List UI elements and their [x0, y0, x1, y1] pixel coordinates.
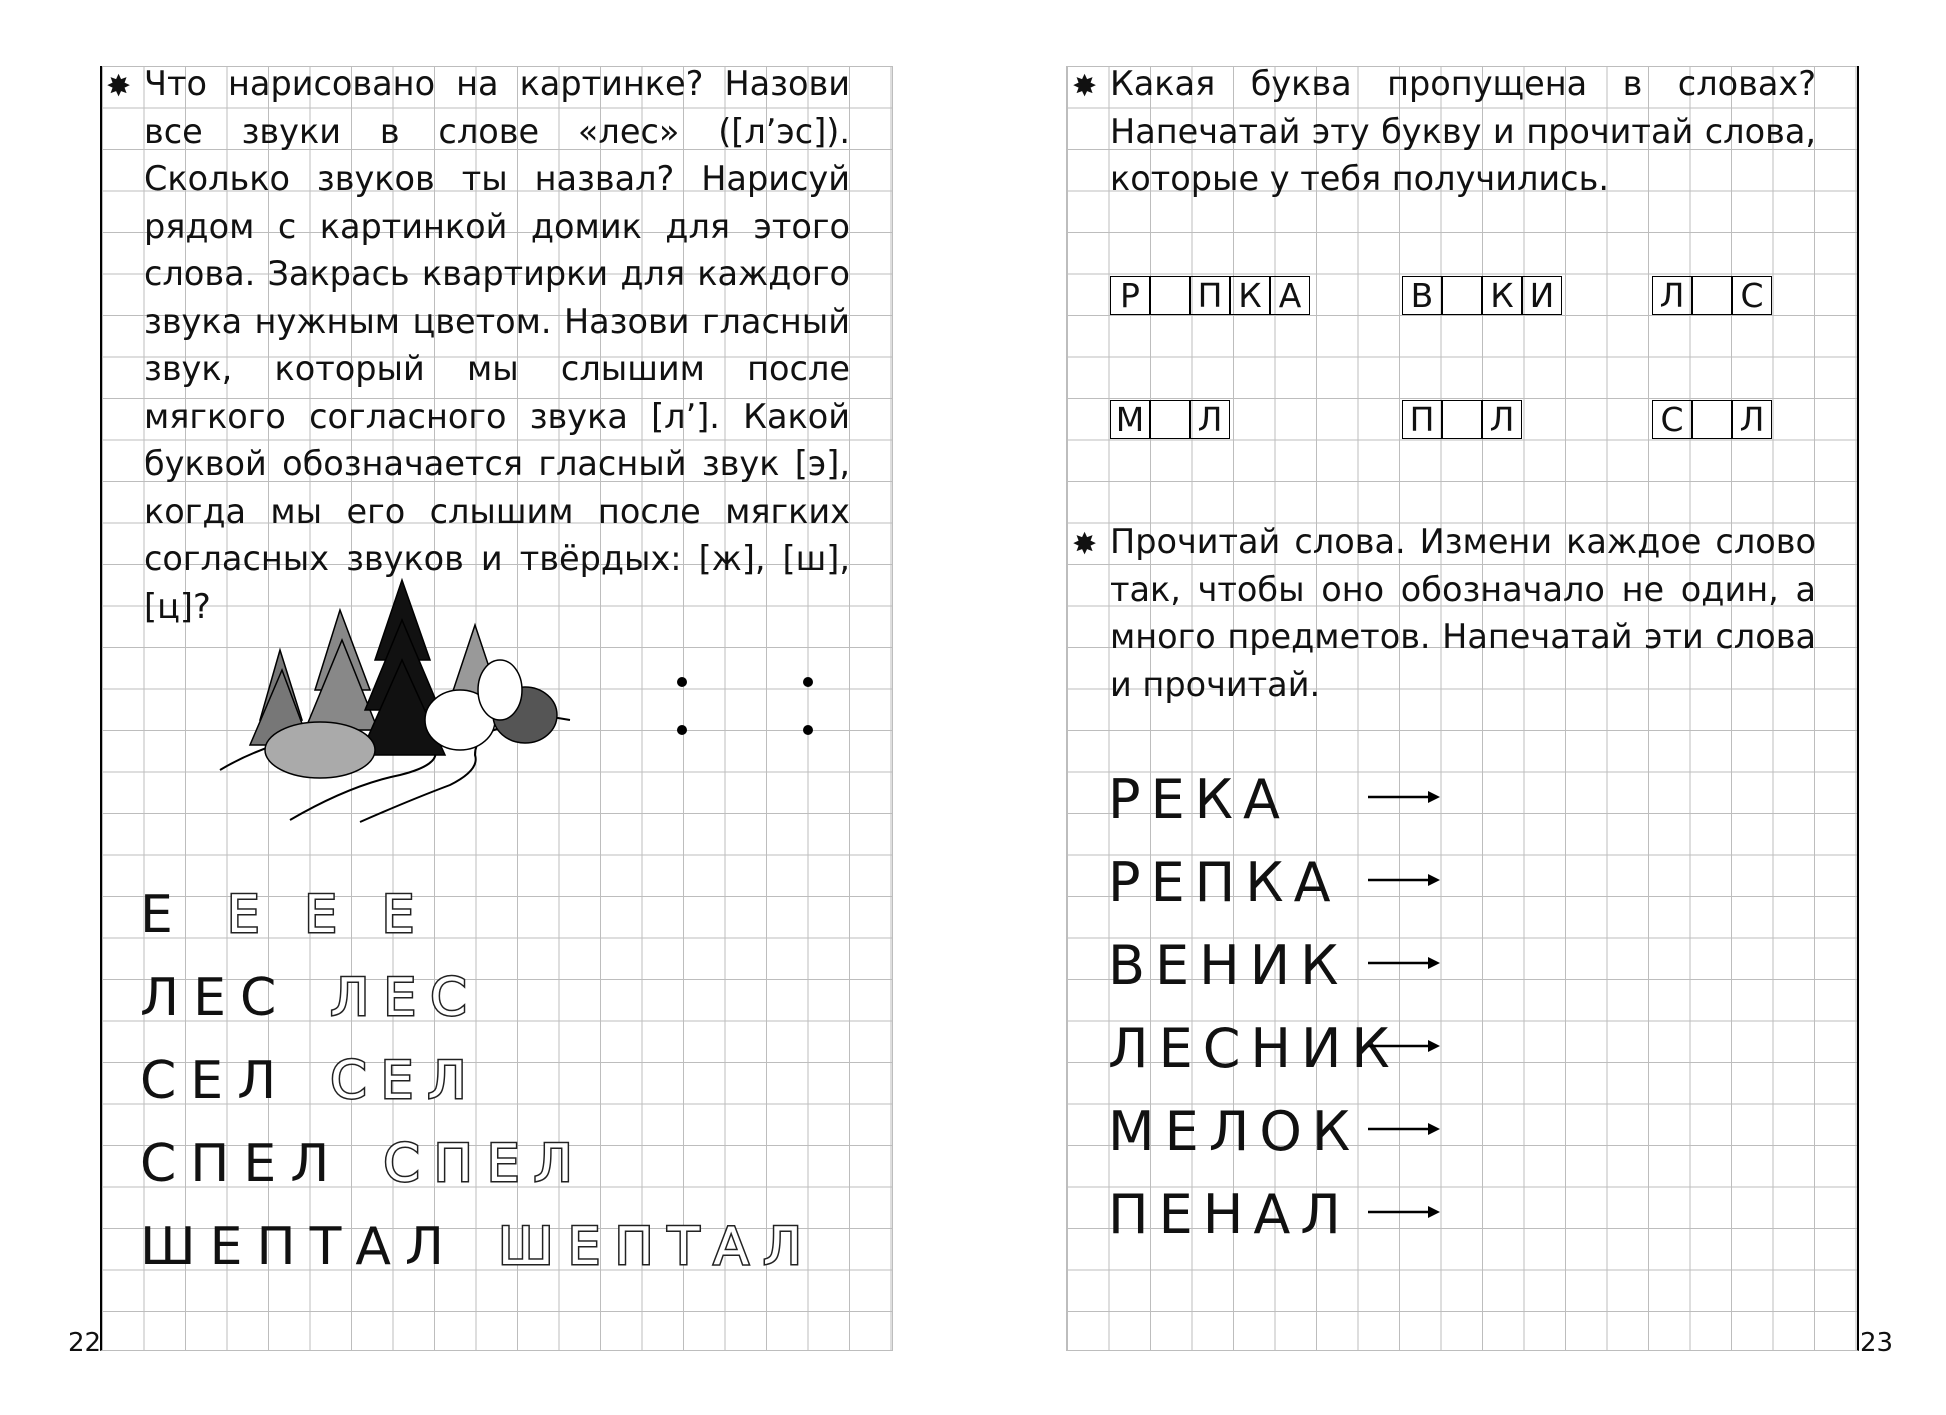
arrow-icon	[1368, 870, 1440, 890]
letter-row-spel	[140, 1134, 587, 1194]
solid-letters: Е	[140, 885, 187, 945]
star-icon: ✸	[1072, 69, 1098, 104]
arrow-icon	[1368, 1202, 1440, 1222]
solid-letters: СЕЛ	[140, 1051, 291, 1111]
task-missing-letter	[1072, 60, 1816, 203]
plural-word: МЕЛОК	[1108, 1100, 1361, 1163]
missing-letter-word	[1402, 400, 1522, 441]
letter-row-sel	[140, 1051, 481, 1111]
letter-row-les	[140, 968, 481, 1028]
dotted-letters: СПЕЛ	[383, 1134, 587, 1194]
blank-letter-cell[interactable]	[1692, 400, 1732, 439]
missing-letter-word	[1652, 400, 1772, 441]
dotted-letters: ШЕПТАЛ	[498, 1217, 816, 1277]
blank-letter-cell[interactable]	[1442, 276, 1482, 315]
letter-cell: Л	[1732, 400, 1772, 439]
missing-letter-word	[1110, 276, 1310, 317]
star-icon: ✸	[1072, 527, 1098, 562]
arrow-icon	[1368, 1119, 1440, 1139]
sound-house-dots	[660, 670, 820, 740]
letter-cell: Л	[1190, 400, 1230, 439]
dotted-letters: СЕЛ	[330, 1051, 481, 1111]
star-icon: ✸	[106, 69, 132, 104]
letter-cell: А	[1270, 276, 1310, 315]
plural-word: ЛЕСНИК	[1108, 1017, 1400, 1080]
letter-cell: Л	[1482, 400, 1522, 439]
letter-cell: Р	[1110, 276, 1150, 315]
task-text: Что нарисовано на картинке? Назови все звуки в слове «лес» ([л’эс]). Сколько звуков ты назвал? Нарисуй рядом с картинкой домик для этого слова. Закрась квартирки для каждого звука нужным цветом. Назови гласный звук, который мы слышим после мягкого согласного звука [л’]. Какой буквой обозначается гласный звук [э], когда мы его слышим после мягких согласных звуков и твёрдых: [ж], [ш], [ц]?	[144, 64, 850, 626]
letter-cell: П	[1190, 276, 1230, 315]
blank-letter-cell[interactable]	[1150, 276, 1190, 315]
letter-row-e	[140, 885, 428, 945]
letter-cell: К	[1482, 276, 1522, 315]
letter-cell: Л	[1652, 276, 1692, 315]
missing-letter-word	[1110, 400, 1230, 441]
blank-letter-cell[interactable]	[1442, 400, 1482, 439]
task-text: Прочитай слова. Измени каждое слово так, чтобы оно обозначало не один, а много предметов. Напечатай эти слова и прочитай.	[1110, 522, 1816, 704]
solid-letters: СПЕЛ	[140, 1134, 344, 1194]
arrow-icon	[1368, 787, 1440, 807]
plural-word: ПЕНАЛ	[1108, 1183, 1351, 1246]
plural-word: РЕПКА	[1108, 851, 1341, 914]
blank-letter-cell[interactable]	[1150, 400, 1190, 439]
solid-letters: ЛЕС	[140, 968, 291, 1028]
forest-illustration	[210, 570, 580, 830]
letter-cell: С	[1732, 276, 1772, 315]
task-text: Какая буква пропущена в словах? Напечатай эту букву и прочитай слова, которые у тебя получились.	[1110, 64, 1816, 198]
task-forest-sounds	[106, 60, 850, 630]
solid-letters: ШЕПТАЛ	[140, 1217, 458, 1277]
letter-cell: М	[1110, 400, 1150, 439]
plural-word: ВЕНИК	[1108, 934, 1349, 997]
letter-row-sheptal	[140, 1217, 816, 1277]
page-number-right: 23	[1860, 1328, 1894, 1358]
missing-letter-word	[1402, 276, 1562, 317]
blank-letter-cell[interactable]	[1692, 276, 1732, 315]
arrow-icon	[1368, 1036, 1440, 1056]
task-plural-words	[1072, 518, 1816, 708]
missing-letter-word	[1652, 276, 1772, 317]
letter-cell: В	[1402, 276, 1442, 315]
letter-cell: П	[1402, 400, 1442, 439]
page-number-left: 22	[68, 1328, 102, 1358]
plural-word: РЕКА	[1108, 768, 1290, 831]
letter-cell: К	[1230, 276, 1270, 315]
letter-cell: И	[1522, 276, 1562, 315]
letter-cell: С	[1652, 400, 1692, 439]
dotted-letters: Е Е Е	[226, 885, 429, 945]
arrow-icon	[1368, 953, 1440, 973]
dotted-letters: ЛЕС	[330, 968, 481, 1028]
